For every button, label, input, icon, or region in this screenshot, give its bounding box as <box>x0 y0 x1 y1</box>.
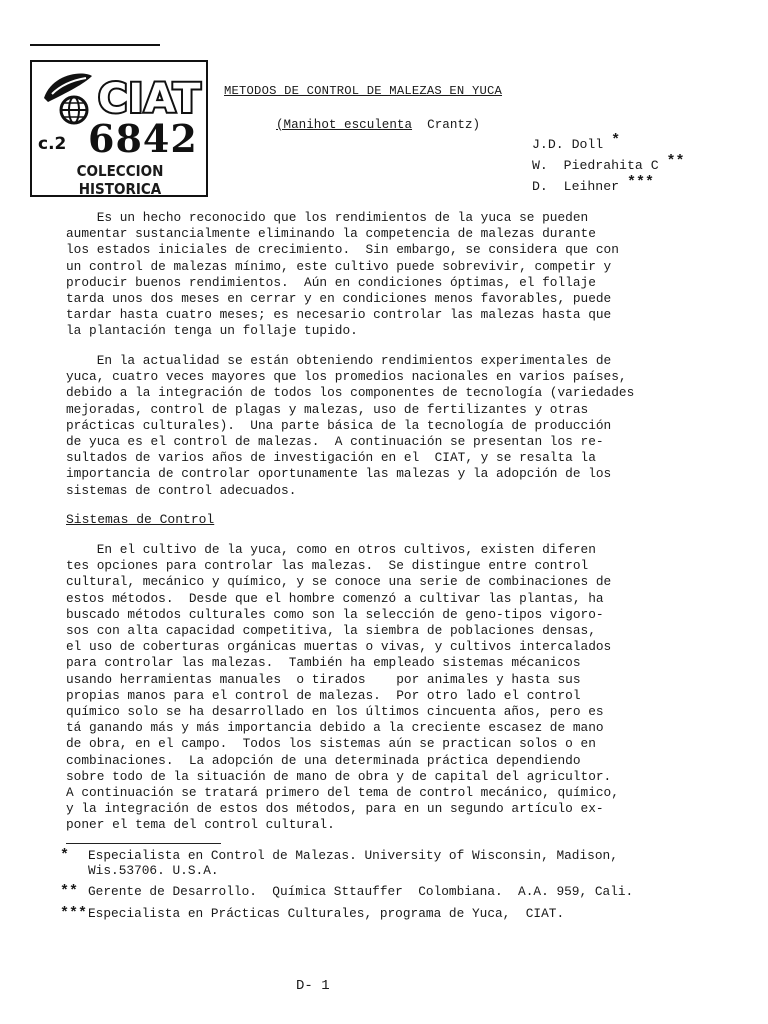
text-line: el uso de coberturas orgánicas muertas o vivas, y cultivos intercalados <box>66 639 612 655</box>
footnote-text: Especialista en Prácticas Culturales, programa de Yuca, CIAT. <box>88 906 565 921</box>
footnote <box>60 884 633 899</box>
text-line: químico solo se ha desarrollado en los últimos cincuenta años, pero es <box>66 704 604 720</box>
text-line: En el cultivo de la yuca, como en otros cultivos, existen diferen <box>66 542 596 557</box>
footnote <box>60 848 618 878</box>
text-line: En la actualidad se están obteniendo rendimientos experimentales de <box>66 353 612 368</box>
copy-prefix: c.2 <box>38 134 67 154</box>
text-line: cultural, mecánico y químico, y se conoce una serie de combinaciones de <box>66 574 612 590</box>
text-line: producir buenos rendimientos. Aún en condiciones óptimas, el follaje <box>66 274 596 290</box>
accession-number-value: 6842 <box>88 116 198 161</box>
text-line: combinaciones. La adopción de una determinada práctica dependiendo <box>66 752 581 768</box>
text-line: poner el tema del control cultural. <box>66 817 335 833</box>
footnote <box>60 906 564 921</box>
footnote-text <box>88 848 618 878</box>
author-name: W. Piedrahita C <box>532 158 659 173</box>
text-line: sobre todo de la situación de mano de obra y de capital del agricultor. <box>66 768 612 784</box>
text-line: tardar hasta cuatro meses; es necesario controlar las malezas hasta que <box>66 307 612 323</box>
body-paragraph-current <box>66 353 686 499</box>
text-line: para controlar las malezas. También ha empleado sistemas mécanicos <box>66 655 581 671</box>
text-line: tarda unos dos meses en cerrar y en condiciones menos favorables, puede <box>66 291 612 307</box>
collection-stamp <box>30 60 208 197</box>
text-line: Es un hecho reconocido que los rendimientos de la yuca se pueden <box>66 210 589 225</box>
text-line: buscado métodos culturales como son la selección de geno-tipos vigoro- <box>66 606 604 622</box>
author-list <box>532 132 685 195</box>
body-paragraph-systems <box>66 542 686 834</box>
text-line: un control de malezas mínimo, este cultivo puede sobrevivir, competir y <box>66 258 612 274</box>
text-line: mejoradas, control de plagas y malezas, uso de fertilizantes y otras <box>66 401 589 417</box>
text-line: estos métodos. Desde que el hombre comenzó a cultivar las plantas, ha <box>66 590 604 606</box>
author-entry <box>532 153 685 174</box>
text-line: tes opciones para controlar las malezas. Se distingue entre control <box>66 558 589 574</box>
footnote-mark: * <box>60 847 70 864</box>
text-line: sos con alta capacidad competitiva, la siembra de poblaciones densas, <box>66 623 596 639</box>
text-line: la plantación tenga un follaje tupido. <box>66 323 358 339</box>
text-line: aumentar sustancialmente eliminando la competencia de malezas durante <box>66 226 596 242</box>
author-footnote-mark: *** <box>626 174 654 191</box>
text-line: usando herramientas manuales o tirados por animales y hasta sus <box>66 671 581 687</box>
author-entry <box>532 174 685 195</box>
text-line: A continuación se tratará primero del tema de control mecánico, químico, <box>66 785 619 801</box>
author-entry <box>532 132 685 153</box>
author-footnote-mark: * <box>611 132 621 149</box>
text-line: los estados iniciales de crecimiento. Sin embargo, se considera que con <box>66 242 619 258</box>
text-line: sultados de varios años de investigación en el CIAT, y se resalta la <box>66 450 596 466</box>
ciat-logo-text: CIAT <box>98 76 202 122</box>
text-line: debido a la integración de todos los componentes de tecnología (variedades <box>66 385 635 401</box>
accession-number <box>36 116 206 162</box>
text-line: y la integración de estos dos métodos, para en un segundo artículo ex- <box>66 801 604 817</box>
scientific-name: (Manihot esculenta <box>276 118 413 132</box>
text-line: importancia de controlar oportunamente las malezas y la adopción de los <box>66 466 612 482</box>
footnote-line: Especialista en Control de Malezas. University of Wisconsin, Madison, <box>88 848 618 863</box>
author-footnote-mark: ** <box>666 153 685 170</box>
author-name: D. Leihner <box>532 179 620 194</box>
text-line: propias manos para el control de malezas. Por otro lado el control <box>66 687 581 703</box>
author-name: J.D. Doll <box>532 137 604 152</box>
footnote-text: Gerente de Desarrollo. Química Sttauffer Colombiana. A.A. 959, Cali. <box>88 884 634 899</box>
text-line: yuca, cuatro veces mayores que los promedios nacionales en varios países, <box>66 369 627 385</box>
page-number: D- 1 <box>296 978 330 994</box>
section-heading: Sistemas de Control <box>66 512 215 527</box>
stamp-top-rule <box>30 44 160 46</box>
footnote-mark: *** <box>60 905 88 922</box>
collection-caption: COLECCION HISTORICA <box>76 162 164 198</box>
document-title: METODOS DE CONTROL DE MALEZAS EN YUCA <box>224 84 503 98</box>
footnote-line: Wis.53706. U.S.A. <box>88 863 219 878</box>
footnote-mark: ** <box>60 883 79 900</box>
text-line: de obra, en el campo. Todos los sistemas aún se practican solos o en <box>66 736 596 752</box>
text-line: de yuca es el control de malezas. A continuación se presentan los re- <box>66 434 604 450</box>
species-author: Crantz) <box>427 118 481 132</box>
body-paragraph-intro <box>66 210 686 340</box>
text-line: sistemas de control adecuados. <box>66 482 297 498</box>
text-line: tá ganando más y más importancia debido a la creciente escasez de mano <box>66 720 604 736</box>
text-line: prácticas culturales). Una parte básica de la tecnología de producción <box>66 417 612 433</box>
footnote-divider <box>66 843 221 844</box>
document-subtitle <box>276 118 480 132</box>
